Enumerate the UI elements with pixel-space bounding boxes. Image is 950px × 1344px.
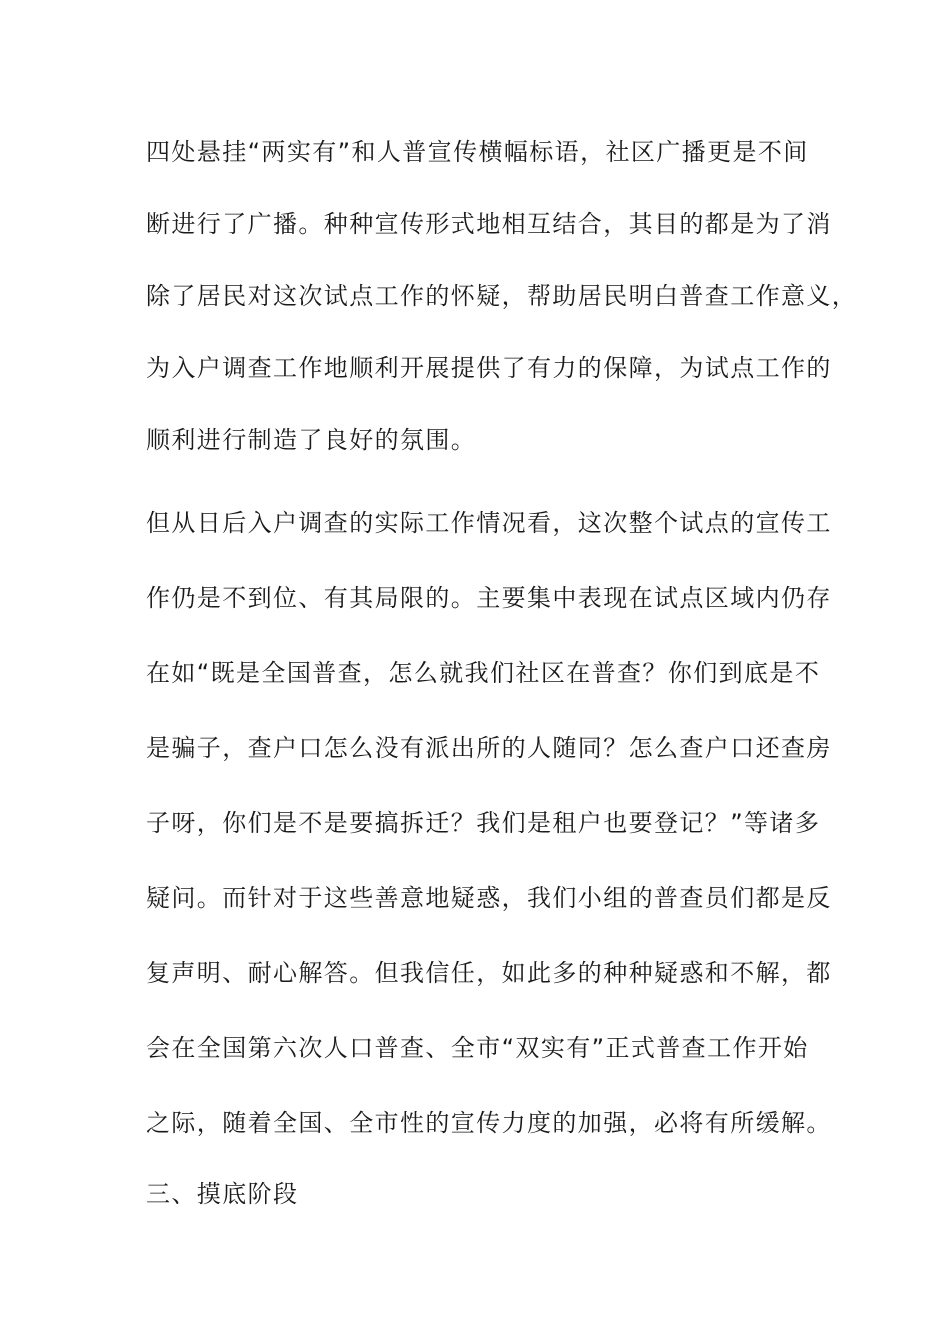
text-line: 除了居民对这次试点工作的怀疑，帮助居民明白普查工作意义， xyxy=(146,282,858,310)
text-line: 是骗子，查户口怎么没有派出所的人随同？怎么查户口还查房 xyxy=(146,734,832,762)
section-heading: 三、摸底阶段 xyxy=(146,1180,299,1208)
text-line: 在如“既是全国普查，怎么就我们社区在普查？你们到底是不 xyxy=(146,659,821,687)
text-line: 复声明、耐心解答。但我信任，如此多的种种疑惑和不解，都 xyxy=(146,959,832,987)
text-line: 但从日后入户调查的实际工作情况看，这次整个试点的宣传工 xyxy=(146,509,832,537)
text-line: 作仍是不到位、有其局限的。主要集中表现在试点区域内仍存 xyxy=(146,584,832,612)
text-line: 断进行了广播。种种宣传形式地相互结合，其目的都是为了消 xyxy=(146,210,832,238)
text-line: 四处悬挂“两实有”和人普宣传横幅标语，社区广播更是不间 xyxy=(146,138,809,166)
text-line: 之际，随着全国、全市性的宣传力度的加强，必将有所缓解。 xyxy=(146,1109,832,1137)
text-line: 为入户调查工作地顺利开展提供了有力的保障，为试点工作的 xyxy=(146,354,832,382)
text-line: 子呀，你们是不是要搞拆迁？我们是租户也要登记？”等诸多 xyxy=(146,809,821,837)
text-line: 顺利进行制造了良好的氛围。 xyxy=(146,426,477,454)
text-line: 会在全国第六次人口普查、全市“双实有”正式普查工作开始 xyxy=(146,1034,809,1062)
text-line: 疑问。而针对于这些善意地疑惑，我们小组的普查员们都是反 xyxy=(146,884,832,912)
